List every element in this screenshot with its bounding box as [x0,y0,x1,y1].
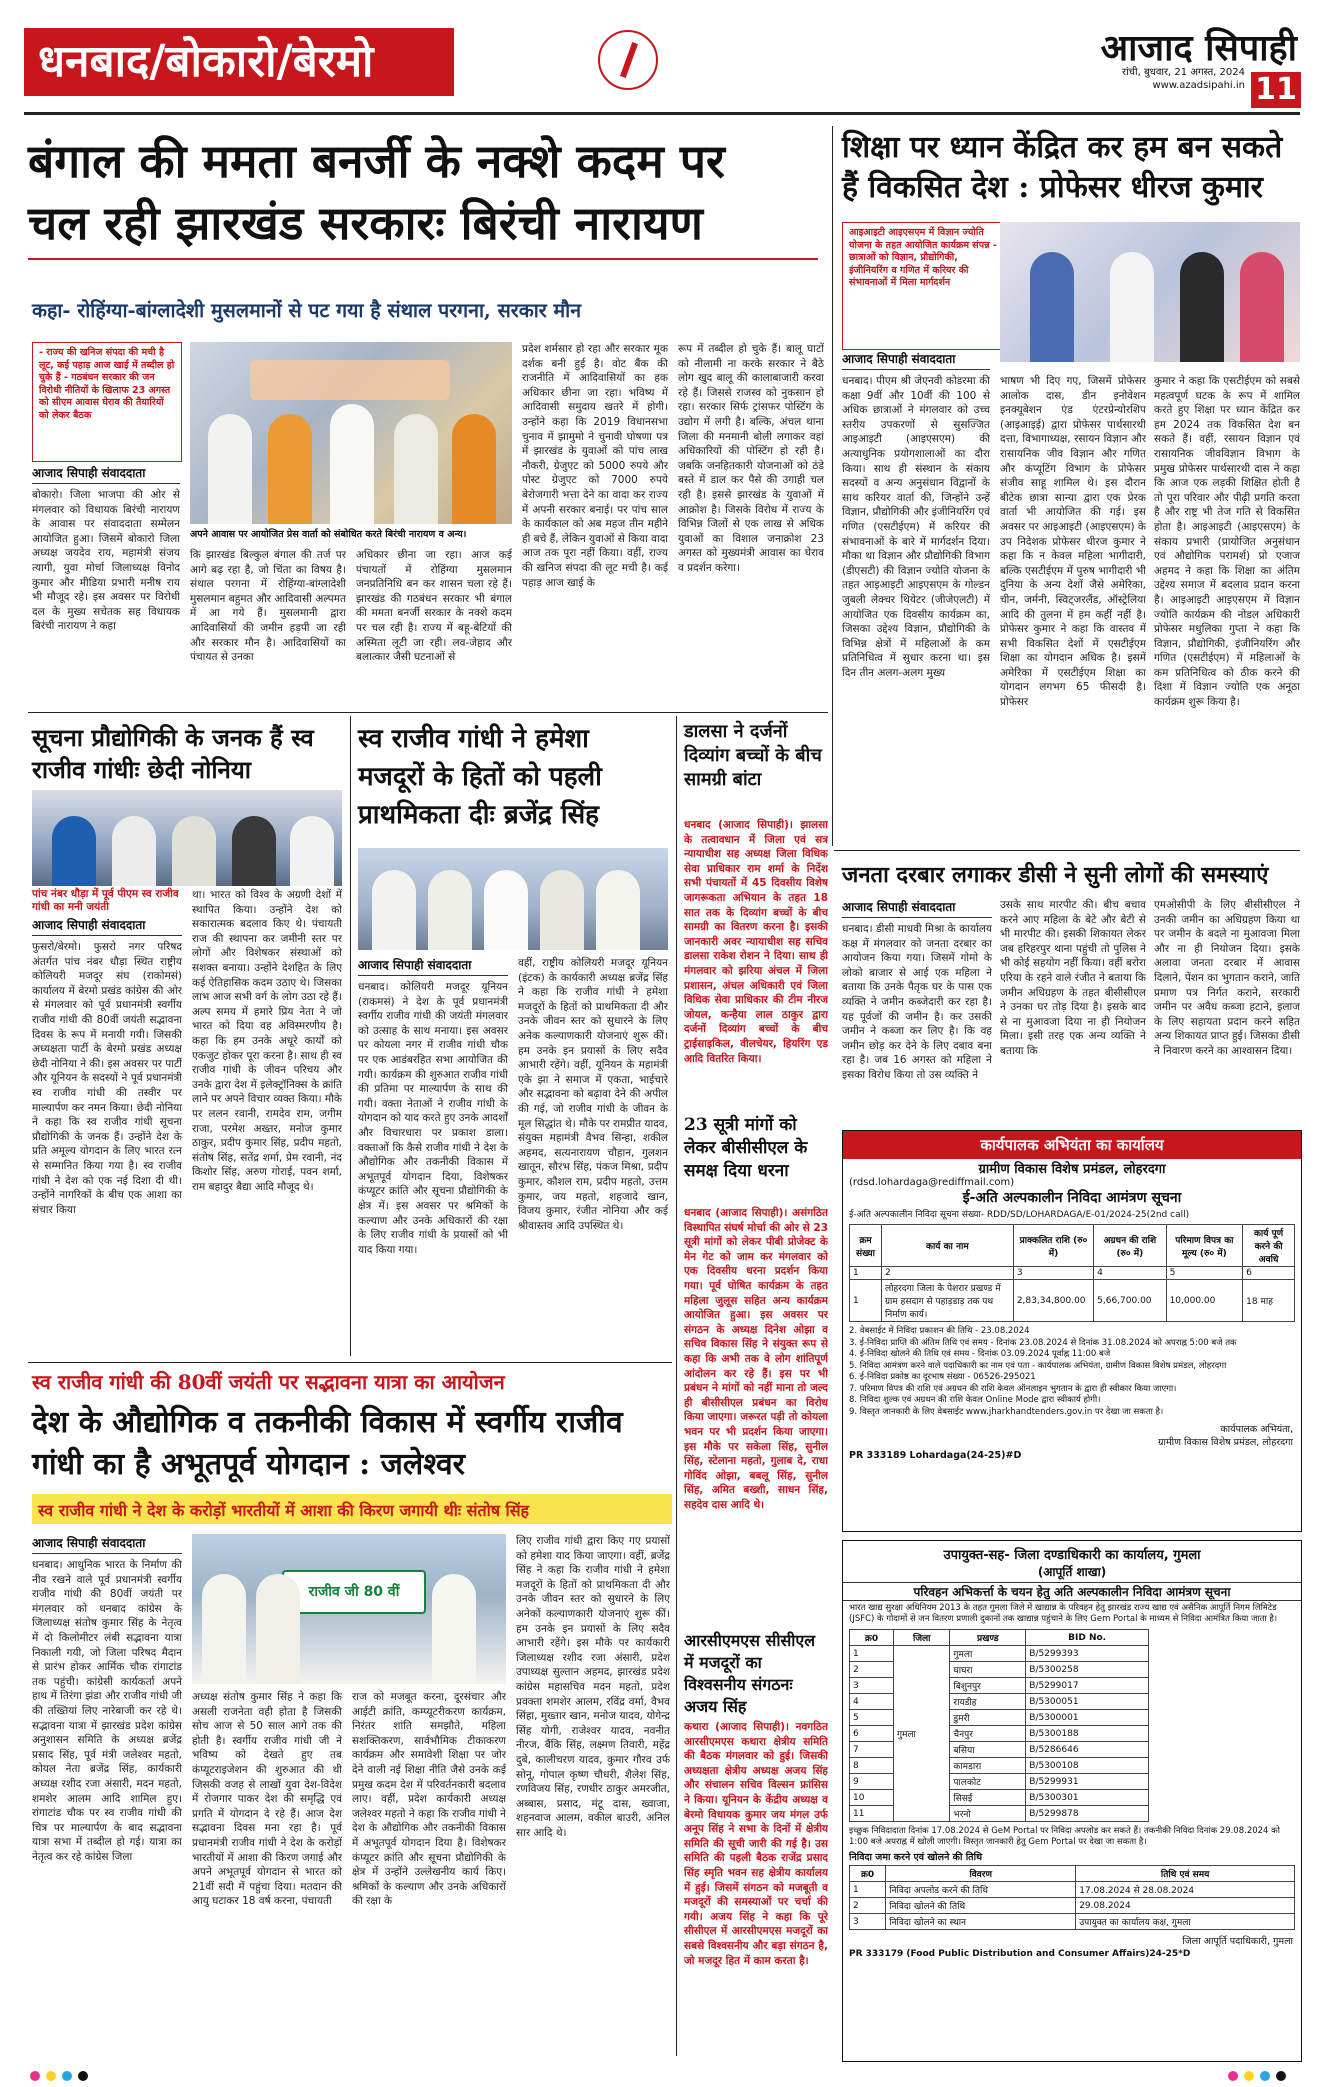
person-figure [330,404,374,524]
table-cell: B/5299017 [1026,1678,1149,1694]
person-figure [1110,252,1154,362]
table-header-row [850,1866,1295,1882]
table-cell: B/5299393 [1026,1646,1149,1662]
education-byline: आजाद सिपाही संवाददाता [842,350,990,370]
color-dot-icon [46,2071,56,2081]
table-header: क्रम संख्या [850,1225,882,1267]
dateline: रांची, बुधवार, 21 अगस्त, 2024 [1121,67,1245,78]
person-figure [372,870,416,950]
tender2-title: परिवहन अभिकर्त्ता के चयन हेतु अति अल्पकालीन निविदा आमंत्रण सूचना [843,1582,1301,1601]
section-rule [834,850,1300,851]
table-cell: 6 [850,1726,894,1742]
table-cell: बिशुनपुर [950,1678,1026,1694]
table-cell: 2 [881,1267,1013,1280]
table-cell: सिसई [950,1790,1026,1806]
table-cell: निविदा खोलने का स्थान [886,1914,1076,1930]
table-header: प्रखण्ड [950,1630,1026,1646]
tender-notice-gumla [842,1540,1302,2062]
nonia-caption: पांच नंबर धौड़ा में पूर्व पीएम स्व राजीव गांधी का मनी जयंती [32,888,179,913]
arcmms-body: कथारा (आजाद सिपाही)। नवगठित आरसीएमएस कथारा क्षेत्रीय समिति की बैठक मंगलवार को हुई। जिसकी अध्यक्षता क्षेत्रीय अध्यक्ष अजय सिंह और संचालन सचिव विल्सन फ्रांसिस ने किया। यूनियन के केंद्रीय अध्यक्ष व बेरमो विधायक कुमार जय मंगल उर्फ अनूप सिंह ने सभा के दिनों में क्षेत्रीय समिति की सूची जारी की गई है। उस समिति की पहली बैठक राजेंद्र प्रसाद सिंह स्मृति भवन सह क्षेत्रीय कार्यालय में हुई। जिसमें संगठन को मजबूती व मजदूरों की समस्याओं पर चर्चा की गयी। अजय सिंह ने कहा कि पूरे सीसीएल में आरसीएमएस मजदूरों का सबसे विश्वसनीय और बड़ा संगठन है, जो मजदूर हित में काम करता है। [684,1721,828,1967]
table-header-row [850,1630,1149,1646]
education-headline: शिक्षा पर ध्यान केंद्रित कर हम बन सकते हैं विकसित देश : प्रोफेसर धीरज कुमार [842,130,1283,205]
table-cell: 4 [850,1694,894,1710]
party-banner-graphic [250,360,450,400]
color-dot-icon [1260,2071,1270,2081]
table-header: अग्रधन की राशि (रु० में) [1094,1225,1166,1267]
person-figure [232,816,276,886]
tender2-table [849,1629,1149,1822]
page-number: 11 [1251,72,1301,108]
tender2-schedule-table [849,1865,1295,1930]
tender1-email: (rdsd.lohardaga@rediffmail.com) [849,1177,1015,1188]
color-dot-icon [1228,2071,1238,2081]
pen-logo-icon [598,30,658,90]
tender1-title: ई-अति अल्पकालीन निविदा आमंत्रण सूचना [962,1190,1182,1206]
person-figure [202,1574,246,1684]
lead-col-5: रूप में तब्दील हो चुके हैं। बालू घाटों को नीलामी ना करके सरकार ने बैठे लोग खुद बालू की कालाबाजारी करवा रहे हैं। जिससे राजस्व को नुकसान हो रहा। सरकार सिर्फ ट्रांसफर पोस्टिंग के उद्योग में लगी है। बल्कि, अंचल थाना जिला की मनमानी बोली लगाकर वहां अधिकारियों की पोस्टिंग हो रही है। जबकि जनहितकारी योजनाओं को ठंडे बस्ते में डाल कर पैसे की उगाही चल रही है। इससे झारखंड के युवाओं में आक्रोश है। जिसके विरोध में राज्य के विभिन्न जिलों से एक लाख से अधिक युवाओं का विशाल जनाक्रोश 23 अगस्त को मुख्यमंत्री आवास का घेराव व प्रदर्शन करेगा। [678,343,824,574]
color-dot-icon [30,2071,40,2081]
majdoor-headline: स्व राजीव गांधी ने हमेशा मजदूरों के हितों को पहली प्राथमिकता दीः ब्रजेंद्र सिंह [358,724,602,830]
section-rule [28,712,828,713]
table-cell: 9 [850,1774,894,1790]
person-figure [112,816,156,886]
lead-headline-line-2: चल रही झारखंड सरकारः बिरंची नारायण [28,196,703,250]
education-col-2: भाषण भी दिए गए, जिसमें प्रोफेसर आलोक दास, डीन इनोवेशन इनक्यूबेशन एंड एंटरप्रेन्योरशिप (आइआइई) द्वारा प्रोफेसर पार्थसारथी दत्ता, विभागाध्यक्ष, रसायन विज्ञान और रासायनिक जीव विज्ञान और गणित और कंप्यूटिंग विभाग के प्रोफेसर संजीव साहू शामिल थे। इस दौरान बीटेक छात्रा सान्या द्वारा एक प्रेरक वार्ता भी आयोजित की गई। इस अवसर पर आइआइटी (आइएसएम) के उप निदेशक प्रोफेसर धीरज कुमार ने कहा कि न केवल महिला भागीदारी, बल्कि एसटीईएम में पुरुष भागीदारी भी दुनिया के अन्य देशों जैसे अमेरिका, चीन, जर्मनी, स्विट्जरलैंड, ऑस्ट्रेलिया आदि की तुलना में हम कहीं नहीं है। प्रोफेसर कुमार ने कहा कि वास्तव में सभी विकसित देशों में एसटीईएम शिक्षा का योगदान अधिक है। इसमें अमेरिका में एसटीईएम शिक्षा का योगदान लगभग 65 फीसदी है। प्रोफेसर [1000,375,1146,709]
table-cell: लोहरदगा जिला के पेशरार प्रखण्ड में ग्राम हसदाग से पहाड़डाड़ तक पथ निर्माण कार्य। [881,1280,1013,1322]
table-cell: गुमला [950,1646,1026,1662]
sadbhavna-banner: स्व राजीव गांधी की 80वीं जयंती पर सद्भावना यात्रा का आयोजन [32,1370,505,1394]
sadbhavna-headline: देश के औद्योगिक व तकनीकी विकास में स्वर्गीय राजीव गांधी का है अभूतपूर्व योगदान : जलेश्वर [32,1405,623,1482]
person-figure [540,870,584,950]
table-header-row [850,1225,1295,1267]
color-dot-icon [62,2071,72,2081]
tender2-pr: PR 333179 (Food Public Distribution and Consumer Affairs)24-25*D [849,1949,1191,1959]
education-kicker: आइआइटी आइएसएम में विज्ञान ज्योति योजना के तहत आयोजित कार्यक्रम संपन्न - छात्राओं को विज्ञान, प्रौद्योगिकी, इंजीनियरिंग व गणित में करियर की संभावनाओं में मिला मार्गदर्शन [842,222,1004,350]
table-cell: डुमरी [950,1710,1026,1726]
table-header: परिमाण विपत्र का मूल्य (रु० में) [1166,1225,1243,1267]
dalsa-body: धनबाद (आजाद सिपाही)। झालसा के तत्वावधान में जिला एवं सत्र न्यायाधीश सह अध्यक्ष जिला विधिक सेवा प्राधिकार राम शर्मा के निर्देश सभी पंचायतों में 45 दिवसीय विशेष जागरूकता अभियान के तहत 18 सात तक के दिव्यांग बच्चों के बीच सामग्री का वितरण करना है। इसकी जानकारी अवर न्यायाधीश सह सचिव डालसा राकेश रोशन ने दिया। साथ ही मंगलवार को झरिया अंचल में जिला प्रशासन, अंचल अधिकारी एवं जिला विधिक सेवा प्राधिकार की टीम नीरज जोयल, कन्हैया लाल ठाकुर द्वारा दर्जनों दिव्यांग बच्चों के बीच ट्राईसाइकिल, वीलचेयर, हियरिंग एड आदि वितरित किया। [684,819,828,1065]
janta-col-3: एमओसीपी के लिए बीसीसीएल ने उनकी जमीन का अधिग्रहण किया था पर जमीन के बदले ना मुआवजा मिला और ना ही नियोजन दिया। इसके अलावा जनता दरबार में आवास दिलाने, पेंशन का भुगतान कराने, जाति प्रमाण पत्र निर्गत कराने, सरकारी जमीन पर अवैध कब्जा हटाने, इलाज के लिए सहायता प्रदान करने सहित अन्य शिकायत प्राप्त हुई। जिसका डीसी ने निवारण करने का आश्वासन दिया। [1154,899,1300,1057]
sadbhavna-byline: आजाद सिपाही संवाददाता [32,1534,182,1554]
lead-col-1: बोकारो। जिला भाजपा की ओर से मंगलवार को विधायक बिरंची नारायण के आवास पर संवाददाता सम्मेलन आयोजित हुआ। जिसमें बोकारो जिला अध्यक्ष जयदेव राय, महामंत्री संजय त्यागी, युवा मोर्चा जिलाध्यक्ष विनोद कुमार और मीडिया प्रभारी मनीष राय भी मौजूद रहे। इस अवसर पर विरोधी दल के मुख्य सचेतक सह विधायक बिरंची नारायण ने कहा [32,489,180,633]
color-dot-icon [1244,2071,1254,2081]
person-figure [428,870,472,950]
tender1-pr: PR 333189 Lohardaga(24-25)#D [849,1450,1022,1461]
person-figure [1240,252,1284,362]
section-banner: धनबाद/बोकारो/बेरमो [24,28,454,96]
lead-byline: आजाद सिपाही संवाददाता [32,464,180,484]
sadbhavna-col-4: लिए राजीव गांधी द्वारा किए गए प्रयासों को हमेशा याद किया जाएगा। वहीं, ब्रजेंद्र सिंह ने कहा कि राजीव गांधी ने हमेशा मजदूरों के हितों को प्राथमिकता दी और उनके जीवन स्तर को सुधारने के लिए अनेकों कल्याणकारी योजनाएं शुरू कीं। हम उनके इन प्रयासों के लिए सदैव आभारी रहेंगे। इस मौके पर कार्यकारी जिलाध्यक्ष रशीद रजा अंसारी, प्रदेश उपाध्यक्ष सुल्तान अहमद, झारखंड प्रदेश कांग्रेस महासचिव मदन महतो, प्रदेश प्रवक्ता शमशेर आलम, रविंद्र वर्मा, वैभव सिंहा, मुख्तार खान, मनोज यादव, योगेन्द्र सिंह योगी, राजेश्वर यादव, नवनीत नीरज, बैंकि सिंह, लक्ष्मण तिवारी, महेंद्र दुबे, कालीचरण यादव, कुमार गौरव उर्फ सोनू, गोपाल कृष्ण चौधरी, शैलेश सिंह, रणविजय सिंह, रणधीर ठाकुर अमरजीत, अब्बास, प्रसाद, मंटू दास, ख्वाजा, शहनवाज आलम, वकील बाउरी, अनिल सार आदि थे। [516,1535,670,1839]
table-cell: भरनो [950,1806,1026,1822]
tender1-ref: ई-अति अल्पकालीन निविदा सूचना संख्या- RDD/SD/LOHARDAGA/E-01/2024-25(2nd call) [849,1210,1190,1220]
tender1-line: 3. ई-निविदा प्राप्ति की अंतिम तिथि एवं समय - दिनांक 23.08.2024 से दिनांक 31.08.2024 को अपराह्न 5:00 बजे तक [849,1337,1237,1348]
tender2-schedule-title: निविदा जमा करने एवं खोलने की तिथि [849,1852,983,1863]
table-cell: B/5300258 [1026,1662,1149,1678]
tender1-line: 5. निविदा आमंत्रण करने वाले पदाधिकारी का नाम एवं पता - कार्यपालक अभियंता, ग्रामीण विकास विशेष प्रमंडल, लोहरदगा [849,1360,1227,1371]
table-cell: बसिया [950,1742,1026,1758]
bccl-body: धनबाद (आजाद सिपाही)। असंगठित विस्थापित संघर्ष मोर्चा की ओर से 23 सूत्री मांगों को लेकर पीबी प्रोजेक्ट के मेन गेट को जाम कर मंगलवार को एक दिवसीय धरना प्रदर्शन किया गया। पूर्व घोषित कार्यक्रम के तहत महिला जुलूस सहित अन्य कार्यक्रम आयोजित हुआ। इस अवसर पर संगठन के अध्यक्ष दिनेश ओझा व सचिव विकास सिंह ने संयुक्त रूप से कहा कि अभी तक वे लोग शांतिपूर्ण आंदोलन कर रहे हैं। इस पर भी प्रबंधन ने मांगों को नहीं माना तो जल्द ही बीसीसीएल प्रबंधन का विरोध किया जाएगा। जरूरत पड़ी तो कोयला भवन पर भी प्रदर्शन किया जाएगा। इस मौके पर सकेला सिंह, सुनील सिंह, स्टेलाना महतो, गुलाब दे, राधा गोविंद ओझा, बबलू सिंह, सुनील सिंह, अमित बख्शी, साधन सिंह, सहदेव दास आदि थे। [684,1207,828,1511]
nonia-headline: सूचना प्रौद्योगिकी के जनक हैं स्व राजीव गांधीः छेदी नोनिया [32,723,314,784]
footer-color-dots-right [1228,2066,1292,2085]
table-cell: 1 [850,1280,882,1322]
table-cell: B/5300108 [1026,1758,1149,1774]
column-divider [676,716,677,2056]
person-figure [1180,252,1224,362]
table-cell: B/5300051 [1026,1694,1149,1710]
table-cell: 18 माह [1243,1280,1295,1322]
color-dot-icon [78,2071,88,2081]
tender2-sign: जिला आपूर्ति पदाधिकारी, गुमला [1182,1936,1293,1947]
lead-col-4: प्रदेश शर्मसार हो रहा और सरकार मूक दर्शक बनी हुई है। वोट बैंक की राजनीति में आदिवासियों का हक अधिकार छीना जा रहा। भविष्य में आदिवासी समुदाय खतरे में होगी। उन्होंने कहा कि 2019 विधानसभा चुनाव में झामुमो ने चुनावी घोषणा पत्र में झारखंड के युवाओं को पांच लाख नौकरी, ग्रेजुएट को 5000 रुपये और पोस्ट ग्रेजुएट को 7000 रुपये बेरोजगारी भत्ता देने का वादा कर राज्य में अपनी सरकार बनाई। पर पांच साल के कार्यकाल को अब महज तीन महीने ही बचे हैं, लेकिन युवाओं से किया वादा आज तक पूरा नहीं किया। वहीं, राज्य की खनिज संपदा की लूट मची है। कई पहाड़ आज खाई के [522,343,668,589]
person-figure [290,816,334,886]
table-cell: B/5299878 [1026,1806,1149,1822]
table-row [850,1280,1295,1322]
tender1-division: ग्रामीण विकास विशेष प्रमंडल, लोहरदगा [978,1162,1166,1177]
table-cell: 10,000.00 [1166,1280,1243,1322]
table-cell: 5 [850,1710,894,1726]
person-figure [394,414,438,524]
table-cell: B/5300188 [1026,1726,1149,1742]
dalsa-headline: डालसा ने दर्जनों दिव्यांग बच्चों के बीच सामग्री बांटा [684,721,822,790]
person-figure [1030,252,1074,362]
nonia-byline: आजाद सिपाही संवाददाता [32,916,182,936]
table-cell: 1 [850,1882,886,1898]
table-cell: निविदा खोलने की तिथि [886,1898,1076,1914]
tender2-intro: भारत खाद्य सुरक्षा अधिनियम 2013 के तहत गुमला जिले में खाद्यान्न के परिवहन हेतु झारखंड राज्य खाद्य एवं असैनिक आपूर्ति निगम लिमिटेड (JSFC) के गोदामों से जन वितरण प्रणाली दुकानों तक खाद्यान्न पहुंचाने के लिए Gem Portal के माध्यम से निविदा आमंत्रित किया जाता है। [849,1603,1278,1624]
table-row [850,1898,1295,1914]
person-figure [208,414,252,524]
person-figure [52,816,96,886]
table-cell: निविदा अपलोड करने की तिथि [886,1882,1076,1898]
table-cell: रायडीह [950,1694,1026,1710]
table-row [850,1646,1149,1662]
rally-banner: राजीव जी 80 वीं [282,1570,426,1614]
footer-color-dots-left [30,2066,94,2085]
table-cell: 11 [850,1806,894,1822]
tender2-section: (आपूर्ति शाखा) [1037,1565,1107,1579]
table-cell: B/5300301 [1026,1790,1149,1806]
tender-notice-lohardaga [842,1130,1302,1532]
table-row [850,1882,1295,1898]
lead-headline [28,130,818,254]
arcmms-headline: आरसीएमएस सीसीएल में मजदूरों का विश्वसनीय संगठनः अजय सिंह [684,1631,816,1716]
table-cell: चैनपुर [950,1726,1026,1742]
table-header: कार्य पूर्ण करने की अवधि [1243,1225,1295,1267]
tender1-lines [843,1326,1301,1418]
table-cell: 10 [850,1790,894,1806]
tender1-sign-title: कार्यपालक अभियंता, [1220,1424,1293,1435]
person-figure [256,1574,300,1684]
janta-byline: आजाद सिपाही संवाददाता [842,898,992,918]
janta-col-1: धनबाद। डीसी माधवी मिश्रा के कार्यालय कक्ष में मंगलवार को जनता दरबार का आयोजन किया गया। जिसमें गोमो के लोको बाजार से आई एक महिला ने बताया कि उनके पैतृक घर के पास एक व्यक्ति ने जमीन कब्जेदारी कर रहा है। यह पूर्वजों की जमीन है। कर उसकी जमीन ने कब्जा कर लिए है। कि वह जमीन छोड़ कर देने के लिए दबाव बना रहा है। जब 16 अगस्त को महिला ने इसका विरोध किया तो उस व्यक्ति ने [842,923,992,1081]
table-cell: 17.08.2024 से 28.08.2024 [1076,1882,1295,1898]
table-cell: कामडारा [950,1758,1026,1774]
table-cell: 8 [850,1758,894,1774]
janta-col-2: उसके साथ मारपीट की। बीच बचाव करने आए महिला के बेटे और बेटी से भी मारपीट की। इसकी शिकायत लेकर जब हरिहरपुर थाना पहुंची तो पुलिस ने भी कोई सहयोग नहीं किया। वहीं बरोरा एरिया के रहने वाले रंजीत ने बताया कि जमीन अधिग्रहण के तहत बीसीसीएल ने उनका घर तोड़ दिया है। इसके बाद से ना मुआवजा दिया ना ही नियोजन मिला। इसी तरह एक अन्य व्यक्ति ने बताया कि [1000,899,1146,1057]
education-photo [1000,222,1300,362]
tender1-line: 4. ई-निविदा खोलने की तिथि एवं समय - दिनांक 03.09.2024 पूर्वाह्न 11:00 बजे [849,1349,1111,1359]
table-header: क्र0 [850,1866,886,1882]
sadbhavna-subhead: स्व राजीव गांधी ने देश के करोड़ों भारतीयों में आशा की किरण जगायी थीः संतोष सिंह [38,1501,530,1520]
tender1-line: 6. ई-निविदा प्रकोष्ठ का दूरभाष संख्या - 06526-295021 [849,1372,1036,1382]
table-cell: 3 [850,1678,894,1694]
table-cell: 2 [850,1662,894,1678]
person-figure [172,816,216,886]
table-cell: 5 [1166,1267,1243,1280]
table-cell: 1 [850,1646,894,1662]
column-divider [832,126,833,846]
majdoor-byline: आजाद सिपाही संवाददाता [358,956,508,976]
paper-meta [1122,66,1245,92]
tender1-line: 2. वेबसाईट में निविदा प्रकाशन की तिथि - 23.08.2024 [849,1326,1030,1336]
lead-col-2: कि झारखंड बिल्कुल बंगाल की तर्ज पर आगे बढ़ रहा है, जो चिंता का विषय है। संथाल परगना में रोहिंग्या-बांग्लादेशी मुसलमान बहुमत और आदिवासी अल्पमत में आ गये हैं। मुसलमानी द्वारा आदिवासियों की जमीन हड़पी जा रही और सरकार मौन है। आदिवासियों का पंचायत से उनका [190,549,346,664]
education-col-1: धनबाद। पीएम श्री जेएनवी कोडरमा की कक्षा 9वीं और 10वीं की 100 से अधिक छात्राओं ने मंगलवार को उच्च स्तरीय उपकरणों से सुसज्जित आइआइटी (आइएसएम) की अत्याधुनिक प्रयोगशालाओं का दौरा किया। साथ ही संस्थान के संकाय सदस्यों व अन्य अनुसंधान विद्वानों के साथ करियर वार्ता की, जिन्होंने उन्हें विज्ञान, प्रौद्योगिकी और इंजीनियरिंग एवं गणित (एसटीईएम) में करियर की संभावनाओं के बारे में मार्गदर्शन दिया। मौका था विज्ञान और प्रौद्योगिकी विभाग (डीएसटी) की विज्ञान ज्योति योजना के तहत आइआइटी आइएसएम के गोल्डन जुबली लेक्चर थियेटर (जीजेएलटी) में आयोजित एक दिवसीय कार्यक्रम का, जिसका उद्देश्य विज्ञान, प्रौद्योगिकी के विभिन्न क्षेत्रों में महिलाओं के कम प्रतिनिधित्व में सुधार करना था। इस दिन तीन अलग-अलग मुख्य [842,375,990,679]
lead-pull-quote: - राज्य की खनिज संपदा की मची है लूट, कई पहाड़ आज खाई में तब्दील हो चुके हैं - गठबंधन सरकार की जन विरोधी नीतियों के खिलाफ 23 अगस्त को सीएम आवास घेराव की तैयारियों को लेकर बैठक [32,342,182,462]
tender1-office: कार्यपालक अभियंता का कार्यालय [843,1131,1301,1159]
website: www.azadsipahi.in [1152,80,1245,91]
tender1-table [849,1224,1295,1322]
person-figure [596,870,640,950]
table-cell: B/5300001 [1026,1710,1149,1726]
nonia-col-2: था। भारत को विश्व के अग्रणी देशों में स्थापित किया। उन्होंने देश को सकारात्मक बदलाव किए थे। पंचायती राज की स्थापना कर जमीनी स्तर पर लोगों और विशेषकर संस्थाओं को सशक्त बनाया। उन्होंने देशहित के लिए कई ऐतिहासिक कदम उठाए थे। जिसका लाभ आज सभी वर्ग के लोग उठा रहे हैं। अल्प समय में हमारे प्रिय नेता ने जो भारत को दिया वह अविस्मरणीय है। कहा कि हम उनके अधूरे कार्यों को एकजुट होकर पूरा करना है। साथ ही स्व राजीव गांधी के जीवन परिचय और उनके द्वारा देश में इलेक्ट्रॉनिक्स के क्रांति लाने पर अपने विचार व्यक्त किया। मौके पर ललन रवानी, रामदेव राम, जगीम राजा, परमेश अख्तर, मनोज कुमार ठाकुर, प्रदीप कुमार सिंह, प्रदीप महतो, संतोष सिंह, सतेंद्र शर्मा, प्रेम रवानी, नंद किशोर सिंह, अरुण गोराई, पवन शर्मा, राम बहादुर बैद्या आदि मौजूद थे। [192,889,342,1193]
person-figure [484,870,528,950]
table-cell: 29.08.2024 [1076,1898,1295,1914]
nonia-photo [32,790,342,886]
majdoor-col-2: वहीं, राष्ट्रीय कोलियरी मजदूर यूनियन (इंटक) के कार्यकारी अध्यक्ष ब्रजेंद्र सिंह ने कहा कि राजीव गांधी ने हमेशा मजदूरों के हितों को प्राथमिकता दी और उनके जीवन स्तर को सुधारने के लिए अनेक कल्याणकारी योजनाएं शुरू कीं। हम उनके इन प्रयासों के लिए सदैव आभारी रहेंगे। वहीं, यूनियन के महामंत्री एके झा ने समाज में एकता, भाईचारे और सद्भावना को बढ़ावा देने की अपील की गई, जो राजीव गांधी के जीवन के मूल सिद्धांत थे। मौके पर रामप्रीत यादव, संयुक्त महामंत्री वैभव सिन्हा, शकील अहमद, सत्यनारायण चौहान, गुलशन खातून, सौरभ सिंह, पंकज मिश्रा, प्रदीप कुमार, कौशल राम, प्रदीप महतो, उत्तम कुमार, जय महतो, शहजादे खान, विजय कुमार, रंजीत नोनिया और कई श्रीवास्तव आदि उपस्थित थे। [518,957,668,1232]
table-cell: घाघरा [950,1662,1026,1678]
person-figure [268,414,312,524]
table-cell: 1 [850,1267,882,1280]
table-cell: गुमला [894,1646,950,1822]
section-rule [28,1362,672,1363]
color-dot-icon [1276,2071,1286,2081]
table-header: तिथि एवं समय [1076,1866,1295,1882]
bccl-headline: 23 सूत्री मांगों को लेकर बीसीसीएल के समक्ष दिया धरना [684,1115,808,1181]
lead-photo [190,342,512,524]
sadbhavna-col-2: अध्यक्ष संतोष कुमार सिंह ने कहा कि असली राजनेता वही होता है जिसकी सोच आज से 50 साल आगे तक की होती है। स्वर्गीय राजीव गांधी जी ने भविष्य को देखते हुए तब कंप्यूटराइजेशन की शुरुआत की थी जिसकी वजह से लाखों युवा देश-विदेश में रोजगार पाकर देश की समृद्धि एवं प्रगति में योगदान दे रहे हैं। आज देश सद्भावना दिवस मना रहा है। पूर्व प्रधानमंत्री राजीव गांधी ने देश के करोड़ों भारतीयों में आशा की किरण जगाई और अपने अभूतपूर्व योगदान से भारत को 21वीं सदी में पहुंचा दिया। मतदान की आयु घटाकर 18 वर्ष करना, पंचायती [192,1691,342,1908]
table-cell: उपायुक्त का कार्यालय कक्ष, गुमला [1076,1914,1295,1930]
table-header: कार्य का नाम [881,1225,1013,1267]
education-col-3: कुमार ने कहा कि एसटीईएम को सबसे महत्वपूर्ण घटक के रूप में शामिल करते हुए शिक्षा पर ध्यान केंद्रित कर हम 2024 तक विकसित देश बन सकते हैं। वहीं, रसायन विज्ञान एवं रासायनिक जीवविज्ञान विभाग के प्रमुख प्रोफेसर पार्थसारथी दास ने कहा कि आज एक लड़की शिक्षित होती है तो पूरा परिवार और पीढ़ी प्रगति करता है और राष्ट्र भी तेज गति से विकसित होता है। आइआइटी (आइएसएम) के संकाय प्रभारी (प्रायोजित अनुसंधान एवं औद्योगिक परामर्श) प्रो एजाज अहमद ने कहा कि शिक्षा का अंतिम उद्देश्य समाज में बदलाव प्रदान करना है। आइआइटी आइएसएम में विज्ञान ज्योति कार्यक्रम की नोडल अधिकारी प्रोफेसर मधुलिका गुप्ता ने कहा कि विज्ञान, प्रौद्योगिकी, इंजीनियरिंग और गणित (एसटीईएम) में महिलाओं के कम प्रतिनिधित्व को ठीक करने की दिशा में विज्ञान ज्योति एक अनूठा कार्यक्रम शुरू किया है। [1154,375,1300,709]
tender1-line: 7. परिमाण विपत्र की राशि एवं अग्रधन की राशि केवल ऑनलाइन भुगतान के द्वारा ही स्वीकार किया जाएगा। [849,1383,1177,1394]
person-figure [432,1574,476,1684]
majdoor-col-1: धनबाद। कोलियरी मजदूर यूनियन (राकमसं) ने देश के पूर्व प्रधानमंत्री स्वर्गीय राजीव गांधी की जयंती मंगलवार को उत्साह के साथ मनाया। इस अवसर पर कोयला नगर में राजीव गांधी चौक पर एक आडंबरहित सभा आयोजित की गयी। कार्यक्रम की शुरुआत राजीव गांधी की प्रतिमा पर माल्यार्पण के साथ की गयी। वक्ता नेताओं ने राजीव गांधी के योगदान को याद करते हुए उनके आदर्शों और विचारधारा पर प्रकाश डाला। वक्ताओं कि कैसे राजीव गांधी ने देश के औद्योगिक और तकनीकी विकास में अभूतपूर्व योगदान दिया, विशेषकर कंप्यूटर क्रांति और सूचना प्रौद्योगिकी के क्षेत्र में। इस अवसर पर श्रमिकों के कल्याण और उनके अधिकारों की रक्षा के लिए राजीव गांधी के प्रयासों को भी याद किया गया। [358,981,508,1256]
lead-deck: कहा- रोहिंग्या-बांग्लादेशी मुसलमानों से पट गया है संथाल परगना, सरकार मौन [32,299,582,322]
lead-photo-caption: अपने आवास पर आयोजित प्रेस वार्ता को संबोधित करते बिरंची नारायण व अन्य। [190,529,467,540]
table-cell: 6 [1243,1267,1295,1280]
tender1-sign-office: ग्रामीण विकास विशेष प्रमंडल, लोहरदगा [1158,1437,1293,1448]
table-cell: B/5286646 [1026,1742,1149,1758]
table-header: विवरण [886,1866,1076,1882]
majdoor-photo [358,848,668,950]
table-header: BID No. [1026,1630,1149,1646]
person-figure [452,414,496,524]
table-header: प्राक्कलित राशि (रु० में) [1013,1225,1093,1267]
sadbhavna-col-1: धनबाद। आधुनिक भारत के निर्माण की नीव रखने वाले पूर्व प्रधानमंत्री स्वर्गीय राजीव गांधी की 80वीं जयंती पर मंगलवार को धनबाद कांग्रेस के जिलाध्यक्ष संतोष कुमार सिंह के नेतृत्व में दो किलोमीटर लंबी सद्भावना यात्रा निकाली गयी, जो जिला परिषद मैदान से प्रारंभ होकर आर्मिक चौक रांगाटांड तक पहुंची। कांग्रेसी कार्यकर्ता अपने हाथ में तिरंगा झंडा और राजीव गांधी जी की तख्तियां लिए नारेबाजी कर रहे थे। सद्भावना यात्रा में झारखंड प्रदेश कांग्रेस अनुशासन समिति के अध्यक्ष ब्रजेंद्र प्रसाद सिंह, पूर्व मंत्री जलेश्वर महतो, कोयल नेता ब्रजेंद्र सिंह, कार्यकारी अध्यक्ष रशीद रजा अंसारी, मदन महतो, शमशेर आलम आदि शामिल हुए। रांगाटांड चौक पर स्व राजीव गांधी की चित्र पर माल्यार्पण के बाद सद्भावना यात्रा सभा में तब्दील हो गई। यात्रा का नेतृत्व कर रहे कांग्रेस जिला [32,1559,182,1863]
sadbhavna-col-3: राज को मजबूत करना, दूरसंचार और आईटी क्रांति, कम्प्यूटरीकरण कार्यक्रम, निरंतर शांति समझौते, महिला सशक्तिकरण, सार्वभौमिक टीकाकरण कार्यक्रम और समावेशी शिक्षा पर जोर देने वाली नई शिक्षा नीति जैसे उनके कई प्रमुख कदम देश में परिवर्तनकारी बदलाव लाए। वहीं, प्रदेश कार्यकारी अध्यक्ष जलेश्वर महतो ने कहा कि राजीव गांधी ने देश के औद्योगिक और तकनीकी विकास में अभूतपूर्व योगदान दिया है। विशेषकर कंप्यूटर क्रांति और सूचना प्रौद्योगिकी के क्षेत्र में उन्होंने उल्लेखनीय कार्य किए। श्रमिकों के कल्याण और उनके अधिकारों की रक्षा के [352,1691,506,1908]
tender2-office: उपायुक्त-सह- जिला दण्डाधिकारी का कार्यालय, गुमला [943,1548,1201,1563]
tender2-note: इच्छुक निविदादाता दिनांक 17.08.2024 से GeM Portal पर निविदा अपलोड कर सकते हैं। तकनीकी निविदा दिनांक 29.08.2024 को 1:00 बजे अपराह्न में खोली जाएगी। विस्तृत जानकारी हेतु Gem Portal पर देखा जा सकता है। [849,1826,1280,1847]
sadbhavna-photo [192,1534,506,1684]
tender1-line: 9. विस्तृत जानकारी के लिए वेबसाईट www.jharkhandtenders.gov.in पर देखा जा सकता है। [849,1406,1164,1417]
lead-deck-rule [28,258,818,260]
column-divider [350,716,351,1356]
lead-headline-line-1: बंगाल की ममता बनर्जी के नक्शे कदम पर [28,134,725,188]
table-cell: पालकोट [950,1774,1026,1790]
table-number-row [850,1267,1295,1280]
table-cell: 2,83,34,800.00 [1013,1280,1093,1322]
nonia-col-1: फुसरो/बेरमो। फुसरो नगर परिषद अंतर्गत पांच नंबर धौड़ा स्थित राष्ट्रीय कोलियरी मजदूर संघ (राकोमसं) कार्यालय में बेरमो प्रखंड कांग्रेस की ओर से मंगलवार को पूर्व प्रधानमंत्री स्वर्गीय राजीव गांधी की 80वीं जयंती सद्भावना दिवस के रूप में मनायी गयी। जिसकी अध्यक्षता पार्टी के बेरमो प्रखंड अध्यक्ष छेदी नोनिया ने की। इस अवसर पर पार्टी और यूनियन के सदस्यों ने पूर्व प्रधानमंत्री स्व राजीव गांधी की तस्वीर पर माल्यार्पण कर नमन किया। छेदी नोनिया ने कहा कि स्व राजीव गांधी सूचना प्रौद्योगिकी के जनक हैं। उन्होंने देश के प्रति अमूल्य योगदान के लिए भारत रत्न से सम्मानित किया गया है। स्व राजीव गांधी ने देश को एक नई दिशा दी थी। उन्होंने नागरिकों के बीच एक आशा का संचार किया [32,941,182,1216]
table-cell: B/5299931 [1026,1774,1149,1790]
table-row [850,1914,1295,1930]
janta-headline: जनता दरबार लगाकर डीसी ने सुनी लोगों की समस्याएं [842,862,1269,888]
table-header: क्र0 [850,1630,894,1646]
tender1-signature [843,1418,1301,1448]
table-cell: 2 [850,1898,886,1914]
paper-name: आजाद सिपाही [1100,27,1297,69]
table-cell: 4 [1094,1267,1166,1280]
table-cell: 7 [850,1742,894,1758]
masthead-rule [24,112,1300,115]
tender1-line: 8. निविदा शुल्क एवं अग्रधन की राशि केवल Online Mode द्वारा स्वीकार्य होगी। [849,1395,1101,1405]
table-cell: 5,66,700.00 [1094,1280,1166,1322]
table-cell: 3 [1013,1267,1093,1280]
lead-col-3: अधिकार छीना जा रहा। आज कई पंचायतों में रोहिंग्या मुसलमान जनप्रतिनिधि बन कर शासन चला रहे हैं। झारखंड की गठबंधन सरकार भी बंगाल की ममता बनर्जी सरकार के नक्शे कदम पर चल रही है। राज्य में बहू-बेटियों की अस्मिता लूटी जा रही। लव-जेहाद और बलात्कार जैसी घटनाओं से [356,549,512,664]
table-header: जिला [894,1630,950,1646]
table-cell: 3 [850,1914,886,1930]
